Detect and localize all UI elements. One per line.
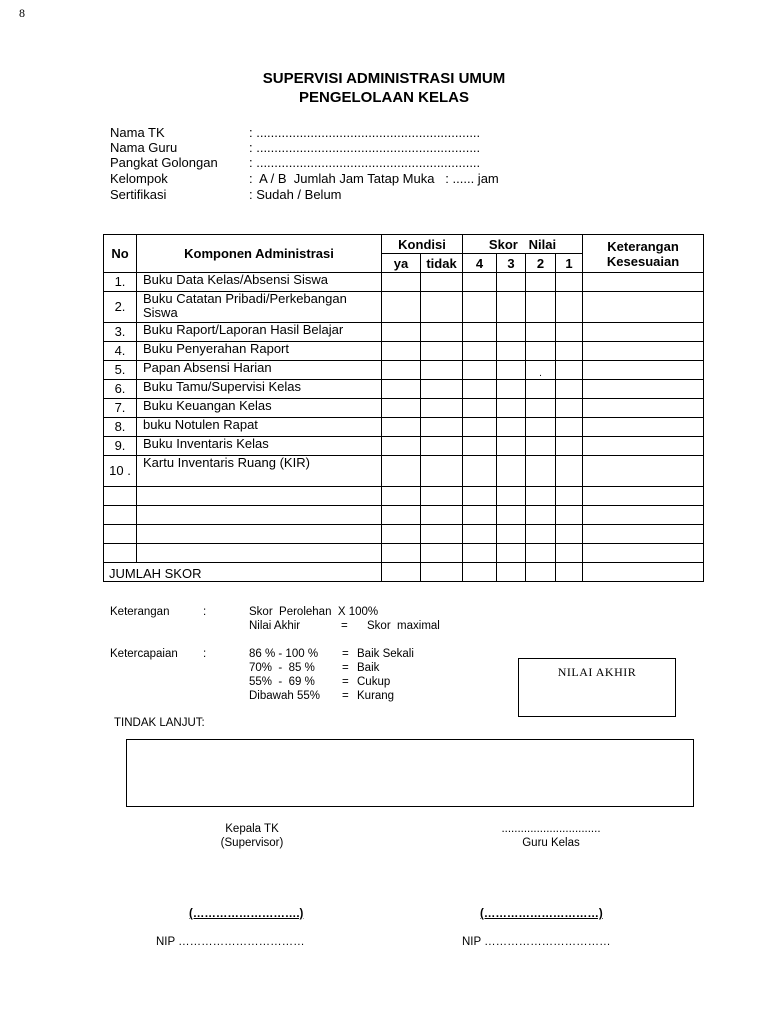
table-row — [104, 437, 704, 456]
header-score-4: 4 — [463, 254, 497, 273]
field-pangkat-golongan: : .............................................................. — [249, 155, 481, 170]
check-tidak[interactable] — [421, 525, 463, 544]
keterangan-cell[interactable] — [583, 437, 704, 456]
ketercapaian-colon: : — [203, 648, 207, 660]
score-4[interactable] — [463, 437, 497, 456]
score-3[interactable] — [497, 418, 526, 437]
check-tidak[interactable] — [421, 506, 463, 525]
score-4[interactable] — [463, 525, 497, 544]
row-component — [137, 487, 382, 506]
field-sertifikasi: : Sudah / Belum — [249, 187, 342, 202]
keterangan-cell[interactable] — [583, 342, 704, 361]
score-4[interactable] — [463, 342, 497, 361]
total-cell — [497, 563, 526, 582]
score-2[interactable] — [526, 506, 556, 525]
grade-equals: = — [342, 662, 349, 674]
check-ya[interactable] — [382, 544, 421, 563]
check-ya[interactable] — [382, 418, 421, 437]
check-ya[interactable] — [382, 525, 421, 544]
score-2[interactable] — [526, 380, 556, 399]
ketercapaian-label: Ketercapaian — [110, 648, 178, 660]
signature-left-subtitle: (Supervisor) — [220, 837, 284, 849]
check-ya[interactable] — [382, 361, 421, 380]
table-row — [104, 273, 704, 292]
keterangan-cell[interactable] — [583, 506, 704, 525]
score-1[interactable] — [556, 544, 583, 563]
header-keterangan — [583, 235, 704, 273]
check-ya[interactable] — [382, 273, 421, 292]
table-row — [104, 456, 704, 487]
formula-numerator: Skor Perolehan X 100% — [249, 606, 379, 618]
total-cell — [421, 563, 463, 582]
table-row — [104, 342, 704, 361]
header-skor-nilai: Skor Nilai — [463, 235, 583, 254]
score-4[interactable] — [463, 323, 497, 342]
score-1[interactable] — [556, 487, 583, 506]
field-nama-guru: : .............................................................. — [249, 140, 481, 155]
keterangan-cell[interactable] — [583, 323, 704, 342]
score-1[interactable] — [556, 399, 583, 418]
score-4[interactable] — [463, 292, 497, 323]
header-tidak: tidak — [421, 254, 463, 273]
row-number: 10 . — [104, 456, 137, 487]
score-3[interactable] — [497, 292, 526, 323]
row-component: Papan Absensi Harian — [137, 361, 382, 380]
score-3[interactable] — [497, 323, 526, 342]
score-3[interactable] — [497, 273, 526, 292]
check-tidak[interactable] — [421, 418, 463, 437]
check-tidak[interactable] — [421, 361, 463, 380]
table-row — [104, 487, 704, 506]
score-2[interactable] — [526, 487, 556, 506]
table-row — [104, 418, 704, 437]
score-2[interactable] — [526, 544, 556, 563]
label-sertifikasi: Sertifikasi — [110, 187, 167, 202]
keterangan-cell[interactable] — [583, 292, 704, 323]
page-subtitle: PENGELOLAAN KELAS — [298, 89, 469, 106]
table-row — [104, 380, 704, 399]
header-komponen: Komponen Administrasi — [137, 235, 382, 273]
score-2[interactable] — [526, 342, 556, 361]
total-cell — [526, 563, 556, 582]
table-row — [104, 544, 704, 563]
score-1[interactable] — [556, 323, 583, 342]
score-4[interactable] — [463, 418, 497, 437]
score-3[interactable] — [497, 506, 526, 525]
administration-table — [103, 234, 704, 582]
row-component: Buku Penyerahan Raport — [137, 342, 382, 361]
page-number: 8 — [19, 6, 25, 20]
row-component: Buku Data Kelas/Absensi Siswa — [137, 273, 382, 292]
row-number — [104, 525, 137, 544]
table-row — [104, 292, 704, 323]
table-row — [104, 361, 704, 380]
label-nama-tk: Nama TK — [110, 125, 165, 140]
grade-equals: = — [342, 690, 349, 702]
nilai-akhir-box[interactable] — [518, 658, 676, 717]
table-row — [104, 323, 704, 342]
header-no: No — [104, 235, 137, 273]
grade-range: 86 % - 100 % — [249, 648, 319, 660]
score-1[interactable] — [556, 456, 583, 487]
keterangan-cell[interactable] — [583, 525, 704, 544]
check-ya[interactable] — [382, 380, 421, 399]
field-kelompok: : A / B Jumlah Jam Tatap Muka : ...... jam — [249, 171, 499, 186]
formula-denominator: Skor maximal — [367, 620, 440, 632]
score-3[interactable] — [497, 399, 526, 418]
signature-left-name: (……………………….) — [189, 908, 304, 920]
score-3[interactable] — [497, 437, 526, 456]
score-1[interactable] — [556, 525, 583, 544]
score-2[interactable] — [526, 399, 556, 418]
field-nama-tk: : .............................................................. — [249, 125, 481, 140]
total-score-label: JUMLAH SKOR — [104, 563, 382, 582]
grade-label: Baik Sekali — [357, 648, 414, 660]
keterangan-cell[interactable] — [583, 418, 704, 437]
nilai-akhir-label: NILAI AKHIR — [557, 665, 637, 679]
check-tidak[interactable] — [421, 487, 463, 506]
header-score-3: 3 — [497, 254, 526, 273]
table-row — [104, 525, 704, 544]
row-number: 8. — [104, 418, 137, 437]
row-number — [104, 487, 137, 506]
score-1[interactable] — [556, 418, 583, 437]
score-4[interactable] — [463, 399, 497, 418]
header-score-2: 2 — [526, 254, 556, 273]
row-number: 4. — [104, 342, 137, 361]
tindak-lanjut-box[interactable] — [126, 739, 694, 807]
score-1[interactable] — [556, 506, 583, 525]
score-1[interactable] — [556, 380, 583, 399]
row-component: Buku Inventaris Kelas — [137, 437, 382, 456]
row-component — [137, 525, 382, 544]
score-4[interactable] — [463, 361, 497, 380]
row-number: 9. — [104, 437, 137, 456]
score-1[interactable] — [556, 361, 583, 380]
check-ya[interactable] — [382, 399, 421, 418]
score-1[interactable] — [556, 342, 583, 361]
row-number: 3. — [104, 323, 137, 342]
score-4[interactable] — [463, 456, 497, 487]
check-tidak[interactable] — [421, 544, 463, 563]
check-ya[interactable] — [382, 437, 421, 456]
score-1[interactable] — [556, 437, 583, 456]
header-kondisi: Kondisi — [382, 235, 463, 254]
row-number: 6. — [104, 380, 137, 399]
score-2[interactable] — [526, 437, 556, 456]
grade-label: Kurang — [357, 690, 395, 702]
label-pangkat-golongan: Pangkat Golongan — [110, 155, 218, 170]
check-tidak[interactable] — [421, 273, 463, 292]
grade-equals: = — [342, 648, 349, 660]
keterangan-cell[interactable] — [583, 273, 704, 292]
table-row — [104, 399, 704, 418]
score-3[interactable] — [497, 456, 526, 487]
grade-equals: = — [342, 676, 349, 688]
check-ya[interactable] — [382, 456, 421, 487]
score-4[interactable] — [463, 487, 497, 506]
check-tidak[interactable] — [421, 399, 463, 418]
formula-left: Nilai Akhir — [249, 620, 301, 632]
score-2[interactable] — [526, 323, 556, 342]
score-2[interactable] — [526, 456, 556, 487]
grade-range: 55% - 69 % — [249, 676, 315, 688]
total-cell — [556, 563, 583, 582]
row-number: 2. — [104, 292, 137, 323]
score-4[interactable] — [463, 380, 497, 399]
score-3[interactable] — [497, 487, 526, 506]
signature-left-nip: NIP …………………………… — [156, 936, 305, 948]
label-kelompok: Kelompok — [110, 171, 168, 186]
score-3[interactable] — [497, 380, 526, 399]
signature-right-dots: ............................... — [501, 823, 601, 835]
row-number: 7. — [104, 399, 137, 418]
label-nama-guru: Nama Guru — [110, 140, 178, 155]
row-number — [104, 506, 137, 525]
signature-left-title: Kepala TK — [225, 823, 279, 835]
row-component: Buku Raport/Laporan Hasil Belajar — [137, 323, 382, 342]
score-3[interactable] — [497, 525, 526, 544]
grade-label: Baik — [357, 662, 380, 674]
row-component — [137, 544, 382, 563]
score-2[interactable] — [526, 273, 556, 292]
score-2[interactable] — [526, 525, 556, 544]
score-3[interactable] — [497, 361, 526, 380]
keterangan-cell[interactable] — [583, 544, 704, 563]
score-1[interactable] — [556, 273, 583, 292]
signature-right-nip: NIP …………………………… — [462, 936, 611, 948]
total-cell — [583, 563, 704, 582]
score-2[interactable] — [526, 292, 556, 323]
score-4[interactable] — [463, 544, 497, 563]
check-tidak[interactable] — [421, 437, 463, 456]
row-component — [137, 506, 382, 525]
row-component: Buku Tamu/Supervisi Kelas — [137, 380, 382, 399]
keterangan-label: Keterangan — [110, 606, 170, 618]
keterangan-cell[interactable] — [583, 361, 704, 380]
keterangan-cell[interactable] — [583, 487, 704, 506]
row-number: 5. — [104, 361, 137, 380]
table-row — [104, 506, 704, 525]
total-cell — [463, 563, 497, 582]
signature-right-title: Guru Kelas — [522, 837, 580, 849]
check-ya[interactable] — [382, 323, 421, 342]
grade-label: Cukup — [357, 676, 391, 688]
row-number — [104, 544, 137, 563]
tindak-lanjut-label: TINDAK LANJUT: — [114, 717, 205, 729]
check-tidak[interactable] — [421, 292, 463, 323]
row-component: Buku Catatan Pribadi/Perkebangan Siswa — [137, 292, 382, 323]
score-4[interactable] — [463, 273, 497, 292]
header-keterangan-line1: Keterangan — [607, 238, 679, 254]
keterangan-cell[interactable] — [583, 456, 704, 487]
row-component: Kartu Inventaris Ruang (KIR) — [137, 456, 382, 487]
check-ya[interactable] — [382, 342, 421, 361]
score-3[interactable] — [497, 544, 526, 563]
formula-equals: = — [341, 620, 348, 632]
header-score-1: 1 — [556, 254, 583, 273]
keterangan-colon: : — [203, 606, 207, 618]
grade-range: 70% - 85 % — [249, 662, 315, 674]
check-tidak[interactable] — [421, 456, 463, 487]
header-keterangan-line2: Kesesuaian — [606, 253, 680, 269]
check-tidak[interactable] — [421, 342, 463, 361]
check-ya[interactable] — [382, 487, 421, 506]
row-number: 1. — [104, 273, 137, 292]
check-tidak[interactable] — [421, 323, 463, 342]
signature-right-name: (…………………………) — [480, 908, 603, 920]
page-title: SUPERVISI ADMINISTRASI UMUM — [262, 70, 506, 87]
check-ya[interactable] — [382, 506, 421, 525]
keterangan-cell[interactable] — [583, 380, 704, 399]
score-4[interactable] — [463, 506, 497, 525]
check-tidak[interactable] — [421, 380, 463, 399]
score-2[interactable]: . — [526, 361, 556, 380]
grade-range: Dibawah 55% — [249, 690, 320, 702]
score-3[interactable] — [497, 342, 526, 361]
score-2[interactable] — [526, 418, 556, 437]
total-cell — [382, 563, 421, 582]
score-1[interactable] — [556, 292, 583, 323]
check-ya[interactable] — [382, 292, 421, 323]
row-component: buku Notulen Rapat — [137, 418, 382, 437]
row-component: Buku Keuangan Kelas — [137, 399, 382, 418]
header-ya: ya — [382, 254, 421, 273]
keterangan-cell[interactable] — [583, 399, 704, 418]
